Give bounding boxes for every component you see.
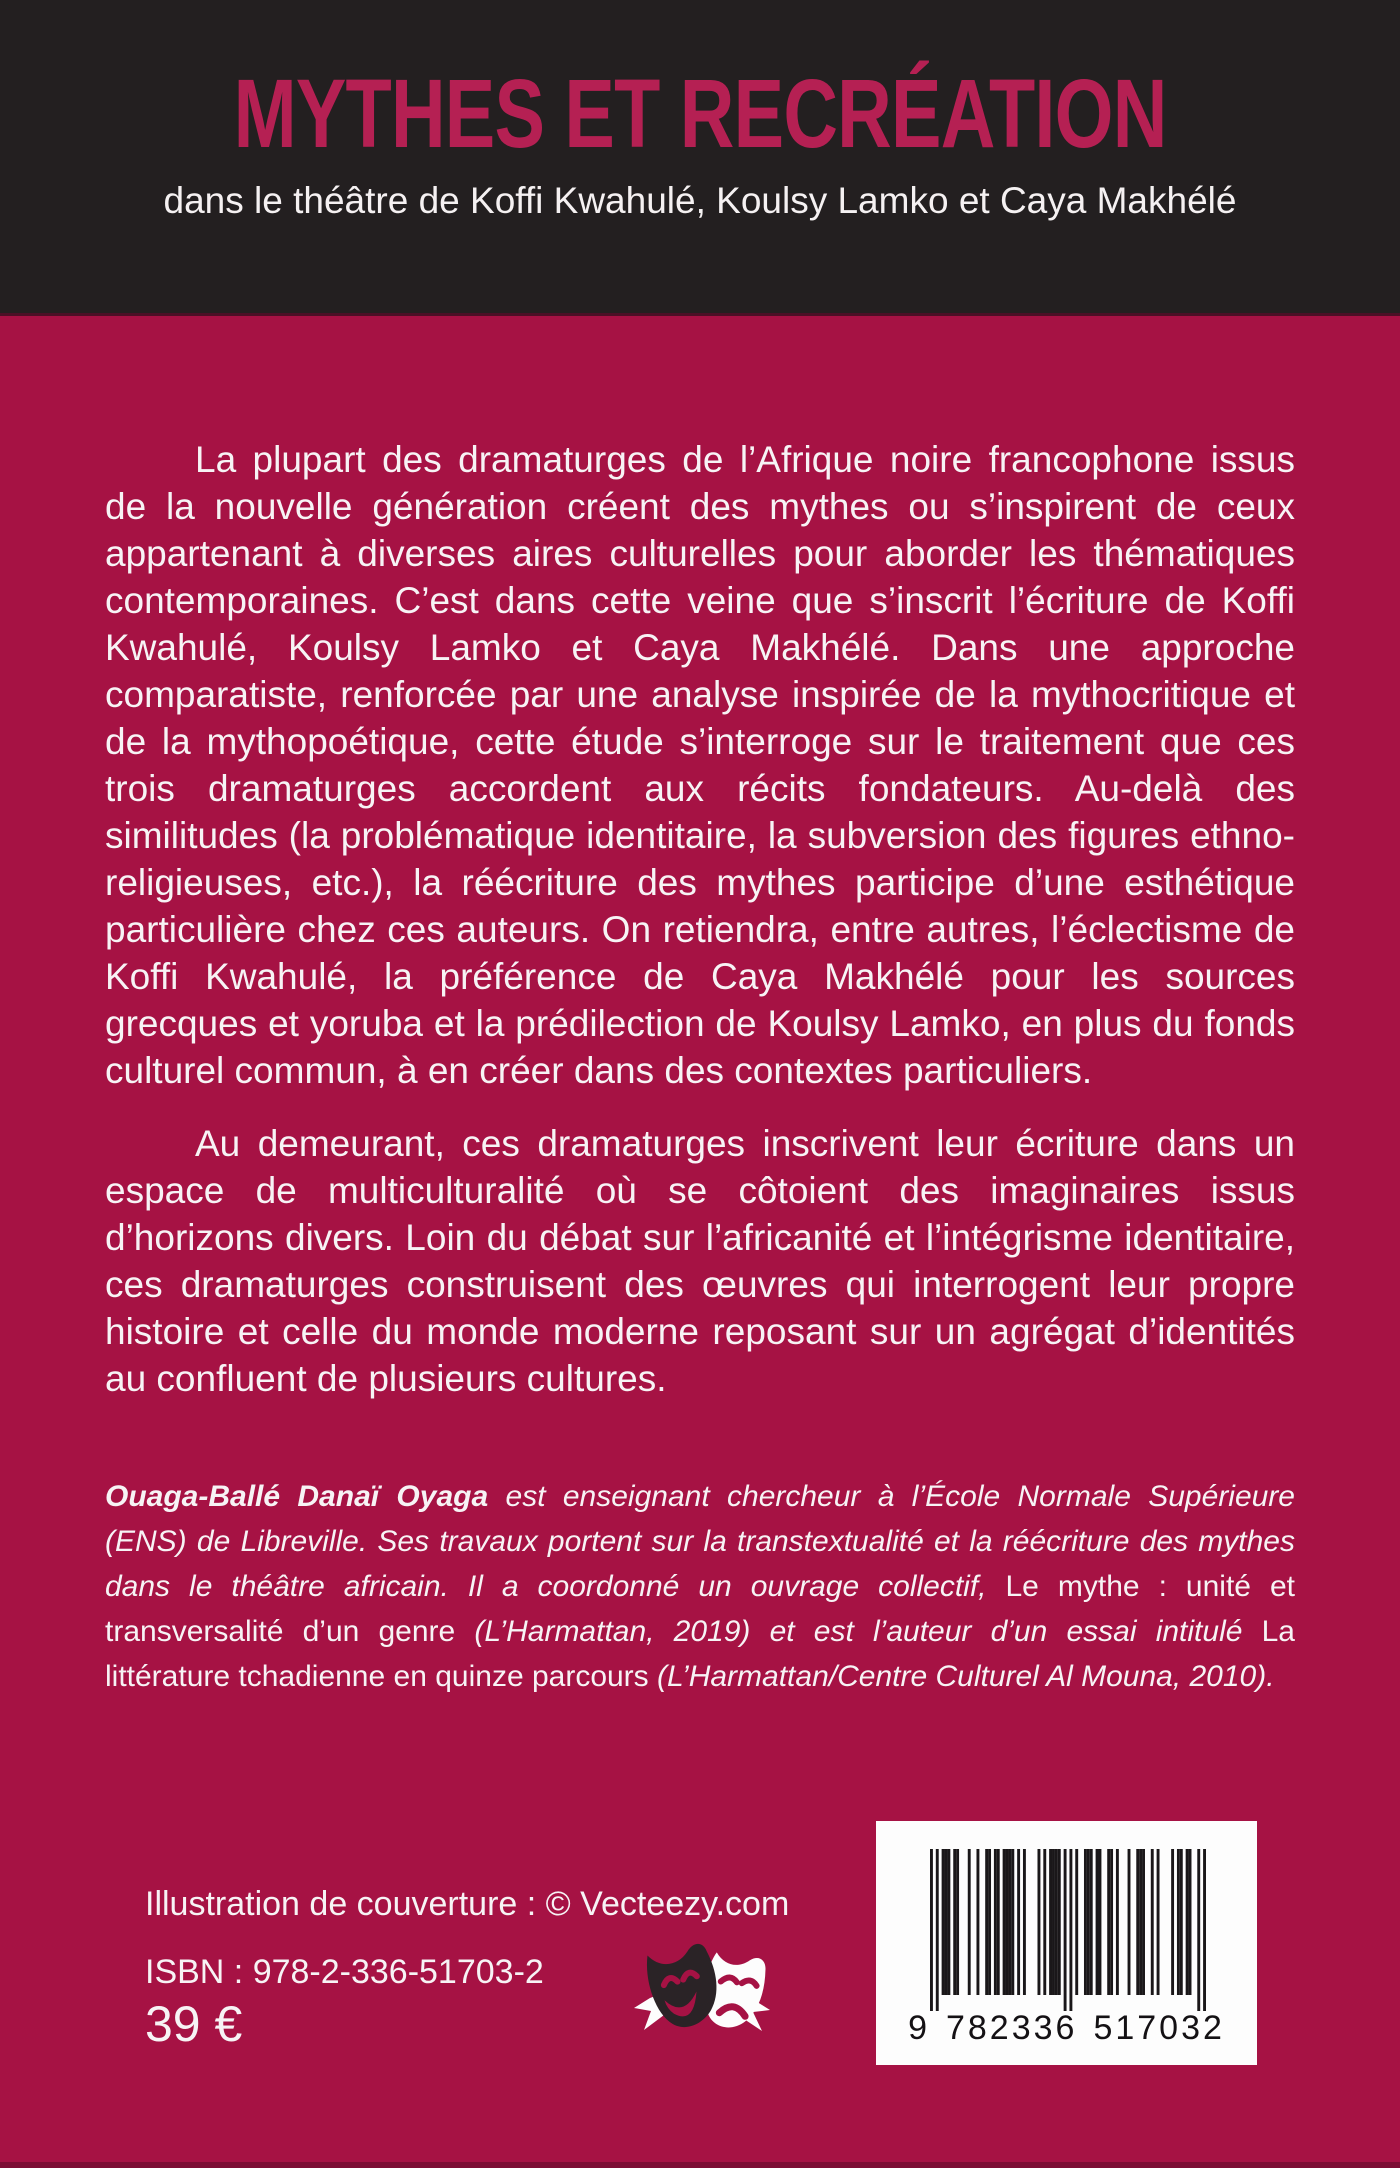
bio-segment: Le mythe : unité et transversalité d’un genre [105, 1570, 1295, 1648]
bio-segment: La littérature tchadienne en quinze parcours [105, 1615, 1295, 1693]
synopsis-paragraph-1: La plupart des dramaturges de l’Afrique noire francophone issus de la nouvelle génération créent des mythes ou s’inspirent de ceux appartenant à diverses aires culturelles pour aborder les thématiques contemporaines. C’est dans cette veine que s’inscrit l’écriture de Koffi Kwahulé, Koulsy Lamko et Caya Makhélé. Dans une approche comparatiste, renforcée par une analyse inspirée de la mythocritique et de la mythopoétique, cette étude s’interroge sur le traitement que ces trois dramaturges accordent aux récits fondateurs. Au-delà des similitudes (la problématique identitaire, la subversion des figures ethno-religieuses, etc.), la réécriture des mythes participe d’une esthétique particulière chez ces auteurs. On retiendra, entre autres, l’éclectisme de Koffi Kwahulé, la préférence de Caya Makhélé pour les sources grecques et yoruba et la prédilection de Koulsy Lamko, en plus du fonds culturel commun, à en créer dans des contextes particuliers. [105, 439, 1295, 1091]
book-subtitle: dans le théâtre de Koffi Kwahulé, Koulsy Lamko et Caya Makhélé [163, 180, 1237, 221]
book-title-text: MYTHES ET RECRÉATION [233, 59, 1167, 168]
book-title [0, 0, 1400, 168]
header-band [0, 0, 1400, 316]
barcode-digit-lead: 9 [908, 2009, 930, 2047]
barcode-digit-group2: 517032 [1093, 2009, 1225, 2047]
bio-segment: (L’Harmattan, 2019) et est l’auteur d’un essai intitulé [455, 1615, 1262, 1648]
price-text: 39 € [145, 1996, 243, 2052]
author-bio-paragraph [105, 1474, 1295, 1699]
barcode-panel [876, 1821, 1257, 2065]
bio-segment: Ouaga-Ballé Danaï Oyaga [105, 1480, 489, 1513]
isbn-text: ISBN : 978-2-336-51703-2 [145, 1953, 544, 1991]
bottom-edge-shade [0, 2162, 1400, 2168]
barcode-bars [930, 1849, 1206, 2015]
synopsis-paragraph-2: Au demeurant, ces dramaturges inscrivent leur écriture dans un espace de multiculturalité où se côtoient des imaginaires issus d’horizons divers. Loin du débat sur l’africanité et l’intégrisme identitaire, ces dramaturges construisent des œuvres qui interrogent leur propre histoire et celle du monde moderne reposant sur un agrégat d’identités au confluent de plusieurs cultures. [105, 1123, 1295, 1399]
bio-segment: (L’Harmattan/Centre Culturel Al Mouna, 2010). [648, 1660, 1275, 1693]
cover-illustration-credit: Illustration de couverture : © Vecteezy.com [145, 1885, 790, 1923]
barcode-number [876, 2009, 1257, 2047]
bio-segment: est enseignant chercheur à l’École Normale Supérieure (ENS) de Libreville. Ses travaux portent sur la transtextualité et la réécriture des mythes dans le théâtre africain. Il a coordonné un ouvrage collectif, [105, 1480, 1295, 1603]
synopsis-block [0, 316, 1400, 1699]
barcode-digit-group1: 782336 [945, 2009, 1078, 2047]
theater-masks-icon [626, 1938, 778, 2042]
